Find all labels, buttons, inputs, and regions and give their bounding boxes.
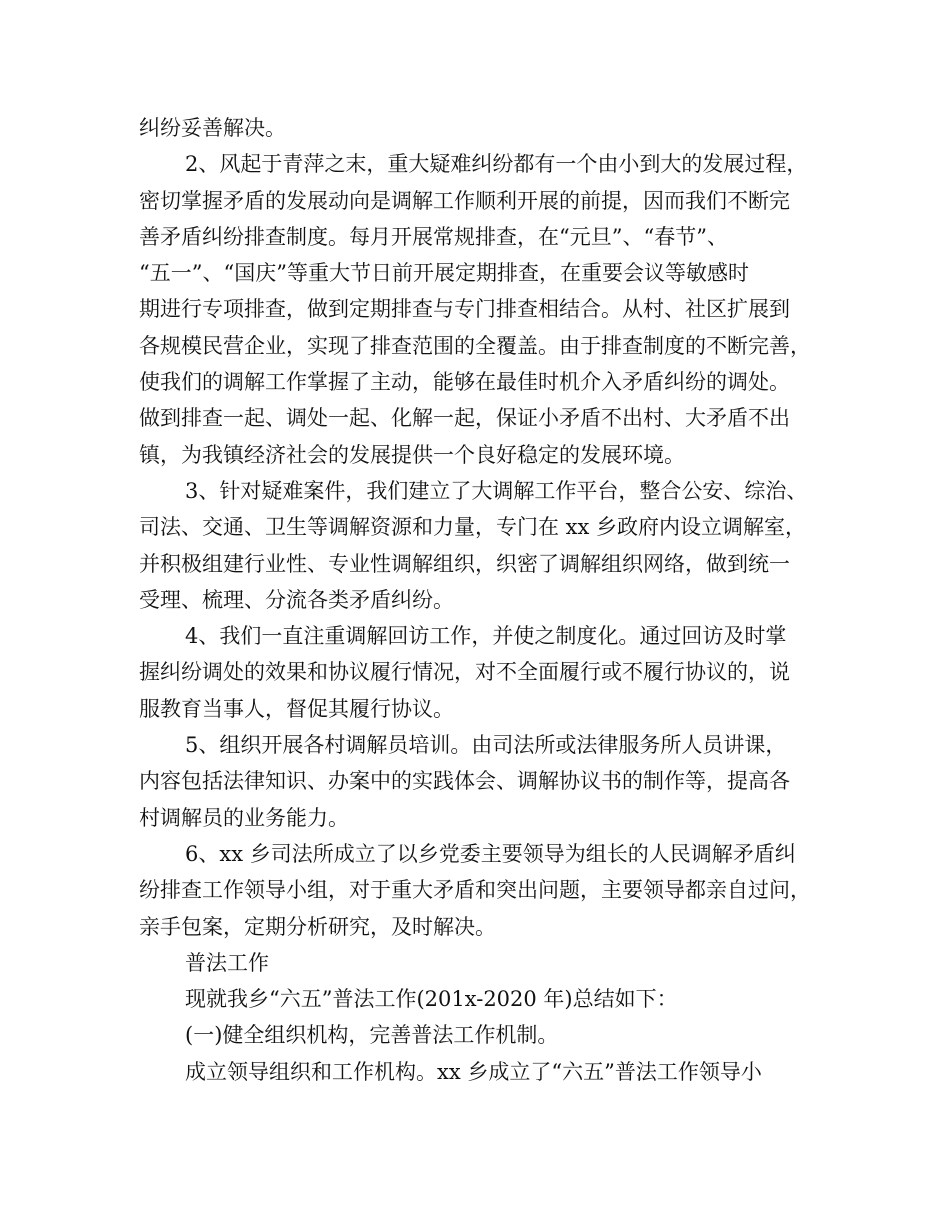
paragraph-4-start: 4、我们一直注重调解回访工作，并使之制度化。通过回访及时掌 (185, 624, 787, 649)
text-line: 做到排查一起、调处一起、化解一起，保证小矛盾不出村、大矛盾不出 (139, 406, 790, 431)
paragraph-2-start: 2、风起于青萍之末，重大疑难纠纷都有一个由小到大的发展过程， (185, 152, 808, 177)
text-line: 镇，为我镇经济社会的发展提供一个良好稳定的发展环境。 (139, 442, 685, 467)
text-line: 司法、交通、卫生等调解资源和力量，专门在 xx 乡政府内设立调解室， (139, 515, 807, 540)
text-line: 并积极组建行业性、专业性调解组织，织密了调解组织网络，做到统一 (139, 551, 790, 576)
text-line: 握纠纷调处的效果和协议履行情况，对不全面履行或不履行协议的，说 (139, 660, 790, 685)
document-body (139, 110, 829, 1090)
text-line: 成立领导组织和工作机构。xx 乡成立了“六五”普法工作领导小 (185, 1059, 762, 1084)
paragraph-5-start: 5、组织开展各村调解员培训。由司法所或法律服务所人员讲课， (185, 733, 787, 758)
text-line: 期进行专项排查，做到定期排查与专门排查相结合。从村、社区扩展到 (139, 297, 790, 322)
text-line: 服教育当事人，督促其履行协议。 (139, 696, 454, 721)
text-line: 各规模民营企业，实现了排查范围的全覆盖。由于排查制度的不断完善， (139, 333, 811, 358)
text-line: “五一”、“国庆”等重大节日前开展定期排查，在重要会议等敏感时 (139, 261, 749, 286)
paragraph-3-start: 3、针对疑难案件，我们建立了大调解工作平台，整合公安、综治、 (185, 478, 808, 503)
text-line: 纷排查工作领导小组，对于重大矛盾和突出问题，主要领导都亲自过问， (139, 878, 811, 903)
paragraph-6-start: 6、xx 乡司法所成立了以乡党委主要领导为组长的人民调解矛盾纠 (185, 841, 796, 866)
text-line: 亲手包案，定期分析研究，及时解决。 (139, 914, 496, 939)
text-line: 内容包括法律知识、办案中的实践体会、调解协议书的制作等，提高各 (139, 769, 790, 794)
text-line: 密切掌握矛盾的发展动向是调解工作顺利开展的前提，因而我们不断完 (139, 188, 790, 213)
subsection-heading: (一)健全组织机构，完善普法工作机制。 (185, 1023, 559, 1048)
summary-intro: 现就我乡“六五”普法工作(201x-2020 年)总结如下： (185, 987, 678, 1012)
text-line: 使我们的调解工作掌握了主动，能够在最佳时机介入矛盾纠纷的调处。 (139, 370, 790, 395)
text-line: 村调解员的业务能力。 (139, 805, 349, 830)
text-line: 善矛盾纠纷排查制度。每月开展常规排查，在“元旦”、“春节”、 (139, 224, 728, 249)
text-line: 纠纷妥善解决。 (139, 116, 286, 140)
section-heading: 普法工作 (185, 950, 269, 975)
text-line: 受理、梳理、分流各类矛盾纠纷。 (139, 587, 454, 612)
